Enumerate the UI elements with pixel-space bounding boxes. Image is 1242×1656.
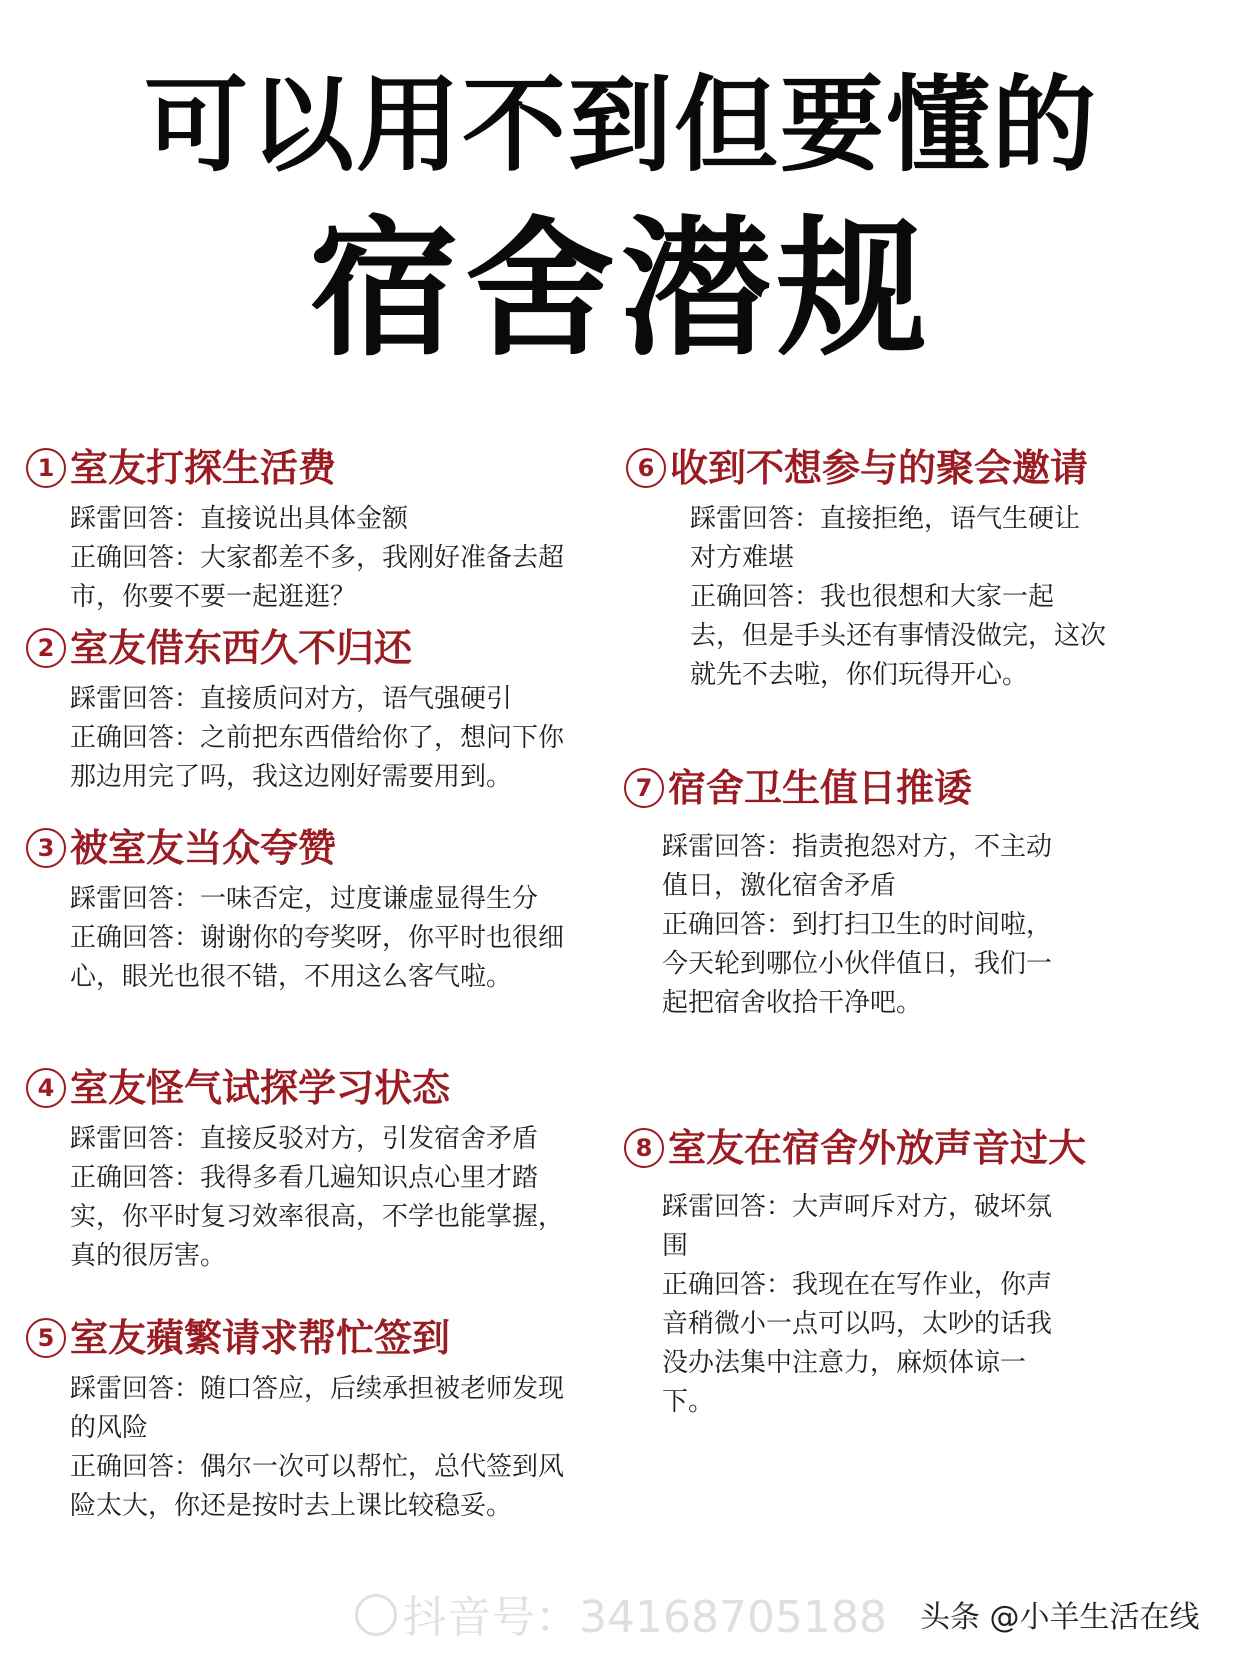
bad-answer: 踩雷回答：直接质问对方，语气强硬引 xyxy=(70,684,513,714)
section-heading: 6 收到不想参与的聚会邀请 xyxy=(626,442,1106,494)
good-answer: 正确回答：偶尔一次可以帮忙，总代签到风险太大，你还是按时去上课比较稳妥。 xyxy=(70,1452,565,1521)
good-answer: 正确回答：大家都差不多，我刚好准备去超市，你要不要一起逛逛？ xyxy=(70,543,565,612)
section-3 xyxy=(26,822,586,997)
section-heading: 8 室友在宿舍外放声音过大 xyxy=(624,1122,1074,1174)
section-heading: 5 室友蘋繁请求帮忙签到 xyxy=(26,1312,586,1364)
section-body xyxy=(624,1188,1074,1422)
section-8 xyxy=(624,1122,1087,1422)
bad-answer: 踩雷回答：随口答应，后续承担被老师发现的风险 xyxy=(70,1374,565,1443)
bad-answer: 踩雷回答：指责抱怨对方，不主动值日，激化宿舍矛盾 xyxy=(662,832,1053,901)
bad-answer: 踩雷回答：直接反驳对方，引发宿舍矛盾 xyxy=(70,1124,539,1154)
section-6 xyxy=(626,442,1106,695)
section-number: 3 xyxy=(26,828,66,868)
section-number: 2 xyxy=(26,628,66,668)
bad-answer: 踩雷回答：直接拒绝，语气生硬让对方难堪 xyxy=(690,504,1081,573)
bad-answer: 踩雷回答：一味否定，过度谦虚显得生分 xyxy=(70,884,539,914)
bad-answer: 踩雷回答：直接说出具体金额 xyxy=(70,504,409,534)
section-body xyxy=(26,500,586,617)
good-answer: 正确回答：我得多看几遍知识点心里才踏实，你平时复习效率很高，不学也能掌握，真的很厉害。 xyxy=(70,1163,565,1271)
section-number: 4 xyxy=(26,1068,66,1108)
section-1 xyxy=(26,442,586,617)
section-body xyxy=(626,500,1106,695)
bad-answer: 踩雷回答：大声呵斥对方，破坏氛围 xyxy=(662,1192,1053,1261)
good-answer: 正确回答：到打扫卫生的时间啦，今天轮到哪位小伙伴值日，我们一起把宿舍收拾干净吧。 xyxy=(662,910,1053,1018)
good-answer: 正确回答：谢谢你的夸奖呀，你平时也很细心，眼光也很不错，不用这么客气啦。 xyxy=(70,923,565,992)
source-credit: 头条 @小羊生活在线 xyxy=(920,1600,1200,1635)
good-answer: 正确回答：我现在在写作业，你声音稍微小一点可以吗，太吵的话我没办法集中注意力，麻烦体谅一下。 xyxy=(662,1270,1053,1417)
section-5 xyxy=(26,1312,586,1526)
page-title-line-2: 宿舍潜规 xyxy=(308,203,933,377)
section-heading: 2 室友借东西久不归还 xyxy=(26,622,586,674)
page-title-line-1: 可以用不到但要懂的 xyxy=(143,64,1098,186)
section-number: 5 xyxy=(26,1318,66,1358)
watermark: 抖音号：34168705188 xyxy=(355,1590,887,1646)
section-body xyxy=(26,1370,586,1526)
section-number: 1 xyxy=(26,448,66,488)
section-2 xyxy=(26,622,586,797)
section-body xyxy=(26,680,586,797)
good-answer: 正确回答：我也很想和大家一起去，但是手头还有事情没做完，这次就先不去啦，你们玩得开心。 xyxy=(690,582,1107,690)
section-body xyxy=(624,828,1074,1023)
section-number: 7 xyxy=(624,768,664,808)
section-body xyxy=(26,1120,586,1276)
section-heading: 1 室友打探生活费 xyxy=(26,442,586,494)
section-number: 6 xyxy=(626,448,666,488)
section-heading: 7 宿舍卫生值日推诿 xyxy=(624,762,1074,814)
douyin-logo-icon xyxy=(355,1594,397,1636)
section-number: 8 xyxy=(624,1128,664,1168)
section-body xyxy=(26,880,586,997)
section-heading: 3 被室友当众夸赞 xyxy=(26,822,586,874)
good-answer: 正确回答：之前把东西借给你了，想问下你那边用完了吗，我这边刚好需要用到。 xyxy=(70,723,565,792)
section-heading: 4 室友怪气试探学习状态 xyxy=(26,1062,586,1114)
section-7 xyxy=(624,762,1074,1023)
section-4 xyxy=(26,1062,586,1276)
